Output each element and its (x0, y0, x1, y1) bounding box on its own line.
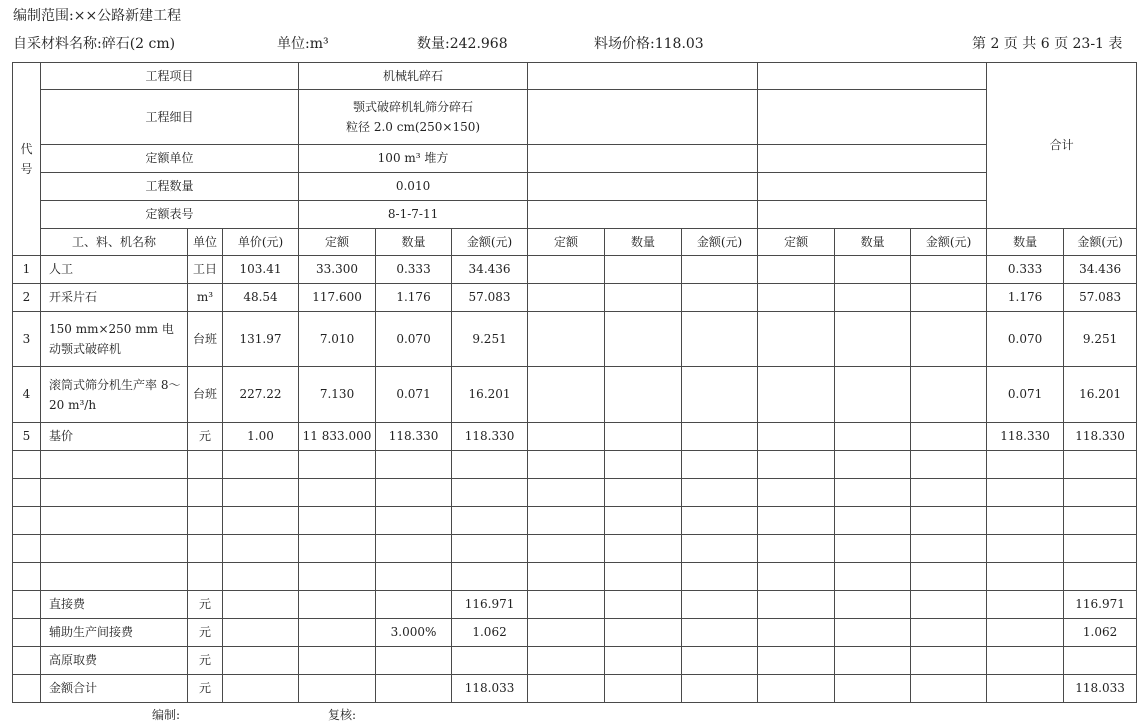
quota-unit-row (13, 145, 1137, 173)
table-row (13, 256, 1137, 284)
summary-unit: 元 (188, 619, 223, 647)
unit-text: 单位:m³ (277, 36, 329, 52)
row-qty: 0.333 (376, 256, 452, 284)
quota-table-empty-2 (528, 201, 758, 229)
row-price: 227.22 (223, 367, 299, 423)
material-name: 自采材料名称:碎石(2 cm) (13, 36, 176, 52)
quota-unit-label: 定额单位 (41, 145, 299, 173)
summary-total-amount: 116.971 (1064, 591, 1137, 619)
summary-row-direct (13, 591, 1137, 619)
page-info: 第 2 页 共 6 页 23-1 表 (972, 36, 1123, 52)
quota-table-value: 8-1-7-11 (299, 201, 528, 229)
scope-text: 编制范围:××公路新建工程 (13, 8, 182, 24)
row-name: 开采片石 (41, 284, 188, 312)
table-row (13, 367, 1137, 423)
row-amount: 57.083 (452, 284, 528, 312)
project-quantity-empty-2 (528, 173, 758, 201)
col-price-header: 单价(元) (223, 229, 299, 256)
row-qty: 0.071 (376, 367, 452, 423)
project-item-value: 机械轧碎石 (299, 63, 528, 90)
summary-amount (452, 647, 528, 675)
quota-table-row (13, 201, 1137, 229)
summary-total-amount: 1.062 (1064, 619, 1137, 647)
row-qty: 1.176 (376, 284, 452, 312)
quota-table-empty-3 (758, 201, 987, 229)
row-total-qty: 1.176 (987, 284, 1064, 312)
summary-qty: 3.000% (376, 619, 452, 647)
row-number: 1 (13, 256, 41, 284)
summary-total-amount (1064, 647, 1137, 675)
project-detail-label: 工程细目 (41, 90, 299, 145)
summary-amount: 116.971 (452, 591, 528, 619)
project-quantity-value: 0.010 (299, 173, 528, 201)
col-qty-header-1: 数量 (376, 229, 452, 256)
row-quota: 33.300 (299, 256, 376, 284)
summary-name: 辅助生产间接费 (41, 619, 188, 647)
row-number: 3 (13, 312, 41, 367)
row-unit: 工日 (188, 256, 223, 284)
col-total-amount-header: 金额(元) (1064, 229, 1137, 256)
summary-row-total (13, 675, 1137, 703)
code-label: 代号 (20, 142, 33, 176)
row-total-qty: 0.071 (987, 367, 1064, 423)
col-amount-header-1: 金额(元) (452, 229, 528, 256)
empty-row (13, 507, 1137, 535)
quota-unit-empty-3 (758, 145, 987, 173)
row-total-amount: 57.083 (1064, 284, 1137, 312)
summary-row-plateau (13, 647, 1137, 675)
summary-name: 金额合计 (41, 675, 188, 703)
column-header-row (13, 229, 1137, 256)
summary-amount: 118.033 (452, 675, 528, 703)
summary-amount: 1.062 (452, 619, 528, 647)
row-total-amount: 16.201 (1064, 367, 1137, 423)
row-total-amount: 34.436 (1064, 256, 1137, 284)
project-quantity-label: 工程数量 (41, 173, 299, 201)
summary-qty (376, 675, 452, 703)
row-amount: 118.330 (452, 423, 528, 451)
summary-qty (376, 647, 452, 675)
reviewed-by-label: 复核: (328, 708, 357, 722)
table-row (13, 423, 1137, 451)
project-item-empty-2 (528, 63, 758, 90)
project-detail-row (13, 90, 1137, 145)
empty-row (13, 535, 1137, 563)
summary-name: 直接费 (41, 591, 188, 619)
row-number: 2 (13, 284, 41, 312)
col-quota-header-2: 定额 (528, 229, 605, 256)
site-price-text: 料场价格:118.03 (594, 36, 704, 52)
quota-unit-value: 100 m³ 堆方 (299, 145, 528, 173)
code-label-cell (13, 63, 41, 256)
row-amount: 16.201 (452, 367, 528, 423)
row-total-qty: 0.333 (987, 256, 1064, 284)
project-detail-empty-2 (528, 90, 758, 145)
row-qty: 0.070 (376, 312, 452, 367)
project-quantity-row (13, 173, 1137, 201)
row-unit: 台班 (188, 312, 223, 367)
summary-row-indirect (13, 619, 1137, 647)
row-price: 103.41 (223, 256, 299, 284)
cost-analysis-table (12, 62, 1137, 703)
project-detail-empty-3 (758, 90, 987, 145)
row-quota: 7.010 (299, 312, 376, 367)
summary-qty (376, 591, 452, 619)
col-amount-header-3: 金额(元) (911, 229, 987, 256)
project-item-row (13, 63, 1137, 90)
row-price: 48.54 (223, 284, 299, 312)
row-price: 131.97 (223, 312, 299, 367)
table-row (13, 312, 1137, 367)
quota-unit-empty-2 (528, 145, 758, 173)
project-item-label: 工程项目 (41, 63, 299, 90)
row-quota: 11 833.000 (299, 423, 376, 451)
empty-row (13, 479, 1137, 507)
col-name-header: 工、料、机名称 (41, 229, 188, 256)
empty-row (13, 563, 1137, 591)
row-unit: m³ (188, 284, 223, 312)
row-price: 1.00 (223, 423, 299, 451)
col-qty-header-2: 数量 (605, 229, 682, 256)
project-detail-value (299, 90, 528, 145)
summary-unit: 元 (188, 591, 223, 619)
row-quota: 117.600 (299, 284, 376, 312)
row-total-amount: 118.330 (1064, 423, 1137, 451)
row-number: 4 (13, 367, 41, 423)
row-name: 滚筒式筛分机生产率 8～20 m³/h (41, 367, 188, 423)
row-unit: 元 (188, 423, 223, 451)
row-name: 人工 (41, 256, 188, 284)
total-label: 合计 (987, 63, 1137, 229)
row-number: 5 (13, 423, 41, 451)
table-row (13, 284, 1137, 312)
prepared-by-label: 编制: (152, 708, 181, 722)
col-unit-header: 单位 (188, 229, 223, 256)
row-qty: 118.330 (376, 423, 452, 451)
summary-unit: 元 (188, 647, 223, 675)
row-unit: 台班 (188, 367, 223, 423)
row-total-amount: 9.251 (1064, 312, 1137, 367)
col-qty-header-3: 数量 (835, 229, 911, 256)
project-item-empty-3 (758, 63, 987, 90)
summary-unit: 元 (188, 675, 223, 703)
row-amount: 9.251 (452, 312, 528, 367)
row-amount: 34.436 (452, 256, 528, 284)
row-total-qty: 0.070 (987, 312, 1064, 367)
project-detail-line1: 颚式破碎机轧筛分碎石 (353, 100, 474, 114)
summary-name: 高原取费 (41, 647, 188, 675)
row-name: 基价 (41, 423, 188, 451)
row-name: 150 mm×250 mm 电动颚式破碎机 (41, 312, 188, 367)
row-quota: 7.130 (299, 367, 376, 423)
col-quota-header-3: 定额 (758, 229, 835, 256)
project-quantity-empty-3 (758, 173, 987, 201)
col-amount-header-2: 金额(元) (682, 229, 758, 256)
col-total-qty-header: 数量 (987, 229, 1064, 256)
row-total-qty: 118.330 (987, 423, 1064, 451)
summary-total-amount: 118.033 (1064, 675, 1137, 703)
quantity-text: 数量:242.968 (417, 36, 508, 52)
empty-row (13, 451, 1137, 479)
col-quota-header-1: 定额 (299, 229, 376, 256)
project-detail-line2: 粒径 2.0 cm(250×150) (346, 120, 481, 134)
quota-table-label: 定额表号 (41, 201, 299, 229)
